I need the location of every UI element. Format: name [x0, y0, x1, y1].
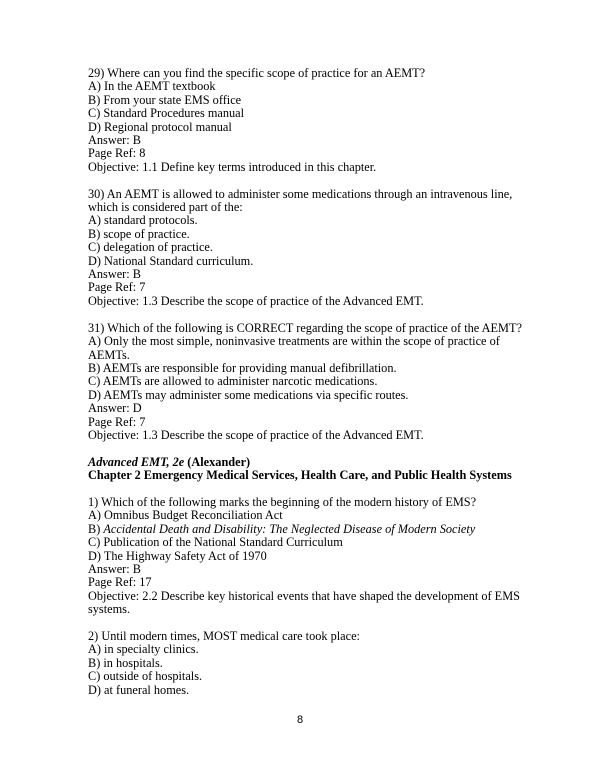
option-b-title: Accidental Death and Disability: The Neglected Disease of Modern Society	[103, 521, 476, 536]
option-b: B) in hospitals.	[88, 655, 163, 670]
option-d: D) National Standard curriculum.	[88, 253, 254, 268]
question-stem-line-1: 30) An AEMT is allowed to administer some medications through an intravenous line,	[88, 186, 513, 201]
page-ref: Page Ref: 8	[88, 146, 146, 161]
option-c: C) outside of hospitals.	[88, 669, 203, 684]
option-a: A) standard protocols.	[88, 213, 198, 228]
question-29	[88, 67, 528, 174]
option-b-prefix: B)	[88, 521, 104, 536]
option-a: A) Omnibus Budget Reconciliation Act	[88, 508, 283, 523]
question-31	[88, 322, 528, 443]
page-ref: Page Ref: 7	[88, 414, 146, 429]
option-c: C) Publication of the National Standard Curriculum	[88, 535, 343, 550]
chapter-header	[88, 456, 528, 483]
book-title-line	[88, 456, 528, 469]
option-a: A) In the AEMT textbook	[88, 79, 216, 94]
question-stem: 1) Which of the following marks the beginning of the modern history of EMS?	[88, 494, 477, 509]
option-b: B) From your state EMS office	[88, 92, 242, 107]
question-stem: 29) Where can you find the specific scope of practice for an AEMT?	[88, 66, 426, 80]
option-b	[88, 523, 528, 536]
book-author: (Alexander)	[184, 454, 251, 469]
objective: Objective: 1.3 Describe the scope of practice of the Advanced EMT.	[88, 427, 424, 442]
option-b: B) scope of practice.	[88, 226, 190, 241]
objective-line-2: systems.	[88, 602, 131, 617]
book-title: Advanced EMT, 2e	[88, 454, 185, 469]
question-ch2-1	[88, 496, 528, 617]
option-d: D) Regional protocol manual	[88, 119, 232, 134]
objective: Objective: 1.3 Describe the scope of practice of the Advanced EMT.	[88, 293, 424, 308]
question-stem: 31) Which of the following is CORRECT regarding the scope of practice of the AEMT?	[88, 320, 522, 335]
spacer	[88, 308, 528, 321]
spacer	[88, 442, 528, 455]
page-ref: Page Ref: 17	[88, 575, 152, 590]
document-page	[88, 67, 528, 697]
option-c: C) Standard Procedures manual	[88, 106, 245, 121]
option-d: D) AEMTs may administer some medications via specific routes.	[88, 387, 409, 402]
option-a: A) in specialty clinics.	[88, 642, 199, 657]
option-b: B) AEMTs are responsible for providing manual defibrillation.	[88, 360, 397, 375]
question-stem-line-2: which is considered part of the:	[88, 200, 243, 215]
page-number: 8	[296, 714, 304, 726]
option-c: C) AEMTs are allowed to administer narcotic medications.	[88, 374, 378, 389]
spacer	[88, 617, 528, 630]
option-a-line-2: AEMTs.	[88, 347, 130, 362]
option-c: C) delegation of practice.	[88, 240, 213, 255]
spacer	[88, 483, 528, 496]
question-30	[88, 188, 528, 309]
objective-line-1: Objective: 2.2 Describe key historical events that have shaped the development of EMS	[88, 588, 520, 603]
question-stem: 2) Until modern times, MOST medical care took place:	[88, 628, 360, 643]
answer: Answer: D	[88, 401, 142, 416]
spacer	[88, 174, 528, 187]
option-d: D) The Highway Safety Act of 1970	[88, 548, 267, 563]
answer: Answer: B	[88, 267, 141, 282]
option-d: D) at funeral homes.	[88, 682, 190, 697]
option-a-line-1: A) Only the most simple, noninvasive treatments are within the scope of practice of	[88, 334, 500, 349]
answer: Answer: B	[88, 561, 141, 576]
answer: Answer: B	[88, 133, 141, 148]
page-ref: Page Ref: 7	[88, 280, 146, 295]
question-ch2-2	[88, 630, 528, 697]
objective: Objective: 1.1 Define key terms introduced in this chapter.	[88, 159, 377, 174]
chapter-title: Chapter 2 Emergency Medical Services, Health Care, and Public Health Systems	[88, 468, 512, 483]
